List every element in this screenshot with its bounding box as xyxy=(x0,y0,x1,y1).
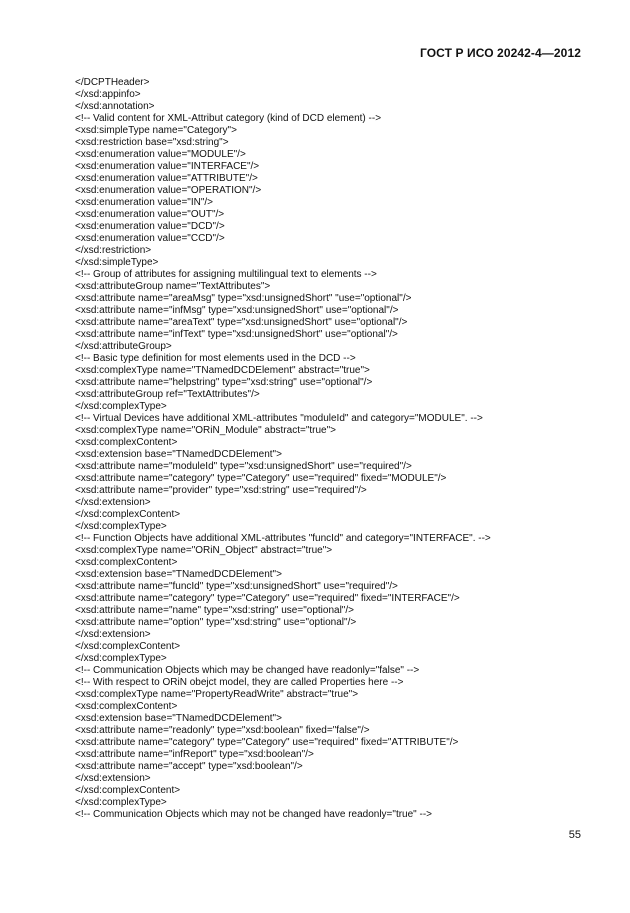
code-line: <!-- Valid content for XML-Attribut category (kind of DCD element) --> xyxy=(75,113,382,124)
code-line: </xsd:complexContent> xyxy=(75,509,181,520)
code-line: <xsd:complexType name="PropertyReadWrite" abstract="true"> xyxy=(75,689,359,700)
code-line: </xsd:appinfo> xyxy=(75,89,141,100)
code-line: <xsd:extension base="TNamedDCDElement"> xyxy=(75,569,282,580)
code-line: <!-- Group of attributes for assigning multilingual text to elements --> xyxy=(75,269,377,280)
code-line: <xsd:restriction base="xsd:string"> xyxy=(75,137,229,148)
code-line: <xsd:enumeration value="MODULE"/> xyxy=(75,149,246,160)
code-line: <xsd:enumeration value="INTERFACE"/> xyxy=(75,161,260,172)
code-line: <xsd:complexContent> xyxy=(75,701,178,712)
code-line: <xsd:complexType name="TNamedDCDElement" abstract="true"> xyxy=(75,365,370,376)
code-line: <xsd:extension base="TNamedDCDElement"> xyxy=(75,449,282,460)
code-line: <xsd:attribute name="areaMsg" type="xsd:unsignedShort" "use="optional"/> xyxy=(75,293,412,304)
code-line: <xsd:enumeration value="OUT"/> xyxy=(75,209,225,220)
code-line: <!-- With respect to ORiN obejct model, they are called Properties here --> xyxy=(75,677,404,688)
code-line: <xsd:attributeGroup name="TextAttributes"> xyxy=(75,281,271,292)
code-line: <!-- Communication Objects which may not be changed have readonly="true" --> xyxy=(75,809,433,820)
xml-schema-listing xyxy=(75,77,595,821)
code-line: <xsd:attribute name="infMsg" type="xsd:unsignedShort" use="optional"/> xyxy=(75,305,399,316)
code-line: <xsd:attribute name="infReport" type="xsd:boolean"/> xyxy=(75,749,314,760)
code-line: <xsd:enumeration value="CCD"/> xyxy=(75,233,225,244)
code-line: </xsd:extension> xyxy=(75,629,151,640)
code-line: <xsd:complexContent> xyxy=(75,437,178,448)
code-line: <xsd:attribute name="category" type="Category" use="required" fixed="INTERFACE"/> xyxy=(75,593,460,604)
code-line: </xsd:complexType> xyxy=(75,401,167,412)
code-line: <xsd:attribute name="readonly" type="xsd:boolean" fixed="false"/> xyxy=(75,725,370,736)
code-line: <xsd:attribute name="option" type="xsd:string" use="optional"/> xyxy=(75,617,357,628)
code-line: <xsd:complexType name="ORiN_Object" abstract="true"> xyxy=(75,545,333,556)
standard-header: ГОСТ Р ИСО 20242-4—2012 xyxy=(419,46,581,60)
code-line: </xsd:complexContent> xyxy=(75,785,181,796)
code-line: <xsd:attribute name="category" type="Category" use="required" fixed="ATTRIBUTE"/> xyxy=(75,737,459,748)
code-line: <xsd:enumeration value="OPERATION"/> xyxy=(75,185,262,196)
code-line: <xsd:attribute name="name" type="xsd:string" use="optional"/> xyxy=(75,605,354,616)
code-line: </xsd:complexContent> xyxy=(75,641,181,652)
page-number: 55 xyxy=(568,829,581,841)
code-line: <xsd:attribute name="category" type="Category" use="required" fixed="MODULE"/> xyxy=(75,473,447,484)
code-line: </xsd:extension> xyxy=(75,773,151,784)
code-line: <xsd:attribute name="provider" type="xsd:string" use="required"/> xyxy=(75,485,367,496)
code-line: <!-- Basic type definition for most elements used in the DCD --> xyxy=(75,353,356,364)
code-line: <!-- Function Objects have additional XML-attributes "funcId" and category="INTERFACE". --> xyxy=(75,533,491,544)
code-line: <xsd:attribute name="accept" type="xsd:boolean"/> xyxy=(75,761,303,772)
code-line: <xsd:attribute name="areaText" type="xsd:unsignedShort" use="optional"/> xyxy=(75,317,408,328)
code-line: </xsd:restriction> xyxy=(75,245,152,256)
code-line: </xsd:annotation> xyxy=(75,101,155,112)
code-line: </xsd:simpleType> xyxy=(75,257,159,268)
code-line: <xsd:simpleType name="Category"> xyxy=(75,125,237,136)
code-line: </xsd:complexType> xyxy=(75,653,167,664)
code-line: </xsd:complexType> xyxy=(75,797,167,808)
code-line: </xsd:attributeGroup> xyxy=(75,341,172,352)
code-line: <xsd:extension base="TNamedDCDElement"> xyxy=(75,713,282,724)
code-line: <xsd:attribute name="moduleId" type="xsd:unsignedShort" use="required"/> xyxy=(75,461,412,472)
code-line: <xsd:enumeration value="ATTRIBUTE"/> xyxy=(75,173,258,184)
code-line: </xsd:complexType> xyxy=(75,521,167,532)
code-line: <xsd:attributeGroup ref="TextAttributes"/> xyxy=(75,389,260,400)
code-line: <!-- Virtual Devices have additional XML-attributes "moduleId" and category="MODULE". --> xyxy=(75,413,483,424)
code-line: <xsd:attribute name="funcId" type="xsd:unsignedShort" use="required"/> xyxy=(75,581,398,592)
code-line: <xsd:attribute name="infText" type="xsd:unsignedShort" use="optional"/> xyxy=(75,329,398,340)
code-line: <xsd:enumeration value="IN"/> xyxy=(75,197,214,208)
code-line: </xsd:extension> xyxy=(75,497,151,508)
code-line: <xsd:attribute name="helpstring" type="xsd:string" use="optional"/> xyxy=(75,377,373,388)
code-line: <xsd:enumeration value="DCD"/> xyxy=(75,221,225,232)
code-line: <xsd:complexContent> xyxy=(75,557,178,568)
code-line: </DCPTHeader> xyxy=(75,77,150,88)
code-line: <!-- Communication Objects which may be changed have readonly="false" --> xyxy=(75,665,420,676)
code-line: <xsd:complexType name="ORiN_Module" abstract="true"> xyxy=(75,425,336,436)
